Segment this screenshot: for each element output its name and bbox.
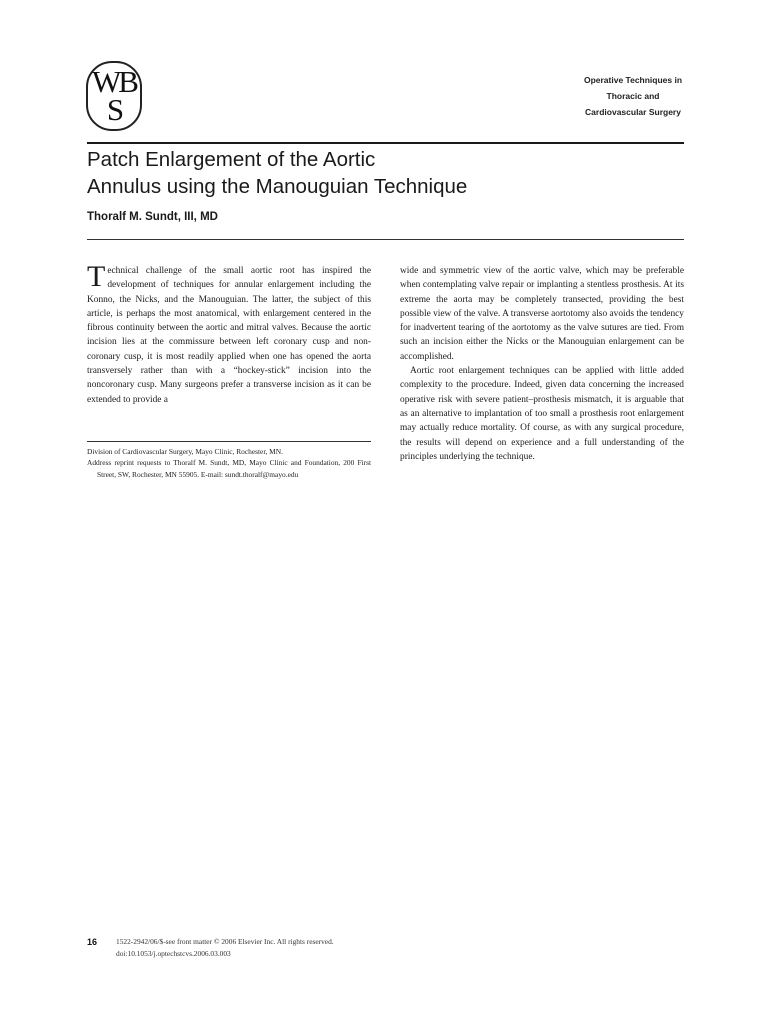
body-paragraph-1-continued: wide and symmetric view of the aortic valve, which may be preferable when contemplating valve repair or implanting a stentless prosthesis. At its extreme the aorta may be completely transected, providing the best possible view of the valve. A transverse aortotomy also avoids the tendency for inadvertent tearing of the aortotomy as the valve sutures are tied. From such an incision either the Nicks or the Manouguian enlargement can be accomplished. [400,266,684,362]
body-paragraph-1 [87,260,371,407]
doi-line: doi:10.1053/j.optechstcvs.2006.03.003 [116,948,231,958]
logo-text-top: WB [92,64,136,99]
title-rule [87,239,684,240]
footnote-rule [87,441,371,442]
footnotes [87,446,371,480]
article-title [87,146,687,200]
journal-name-line-2: Thoracic and [606,91,660,101]
article-author: Thoralf M. Sundt, III, MD [87,211,218,223]
right-column [400,264,684,464]
page-number: 16 [87,937,98,947]
copyright-line: 1522-2942/06/$-see front matter © 2006 Elsevier Inc. All rights reserved. [116,937,334,946]
reprint-note: Address reprint requests to Thoralf M. Sundt, MD, Mayo Clinic and Foundation, 200 First Street, SW, Rochester, MN 55905. E-mail: sundt.thoralf@mayo.edu [87,458,371,479]
body-paragraph-2: Aortic root enlargement techniques can be applied with little added complexity to the procedure. Indeed, given data concerning the increased operative risk with severe patient–prosthesis mismatch, it is arguable that as an alternative to implantation of too small a prosthesis root enlargement may actually reduce mortality. Of course, as with any surgical procedure, the results will depend on experience and a full understanding of the principles underlying the technique. [400,366,684,462]
logo-text-bottom: S [106,92,122,127]
publisher-logo [86,61,142,131]
affiliation-note: Division of Cardiovascular Surgery, Mayo Clinic, Rochester, MN. [87,447,283,456]
left-column [87,260,371,407]
journal-name-line-1: Operative Techniques in [583,75,683,85]
header-rule [87,142,684,144]
front-matter-info [116,936,334,959]
drop-cap: T [87,260,106,293]
journal-name-line-3: Cardiovascular Surgery [585,107,681,117]
body-paragraph-1-text: echnical challenge of the small aortic root has inspired the development of techniques for annular enlargement including the Konno, the Nicks, and the Manouguian. The latter, the subject of this article, is perhaps the most anatomical, with enlargement centered in the fibrous continuity between the aortic and mitral valves. Because the aortic incision lies at the commissure between left coronary cusp and noncoronary cusp, it is most readily applied when one has opened the aorta transversely rather than with a “hockey-stick” incision into the noncoronary cusp. Many surgeons prefer a transverse incision as it can be extended to provide a [87,266,371,405]
journal-name [560,72,706,120]
article-title-line-2: Annulus using the Manouguian Technique [87,175,468,198]
article-title-line-1: Patch Enlargement of the Aortic [87,148,376,171]
